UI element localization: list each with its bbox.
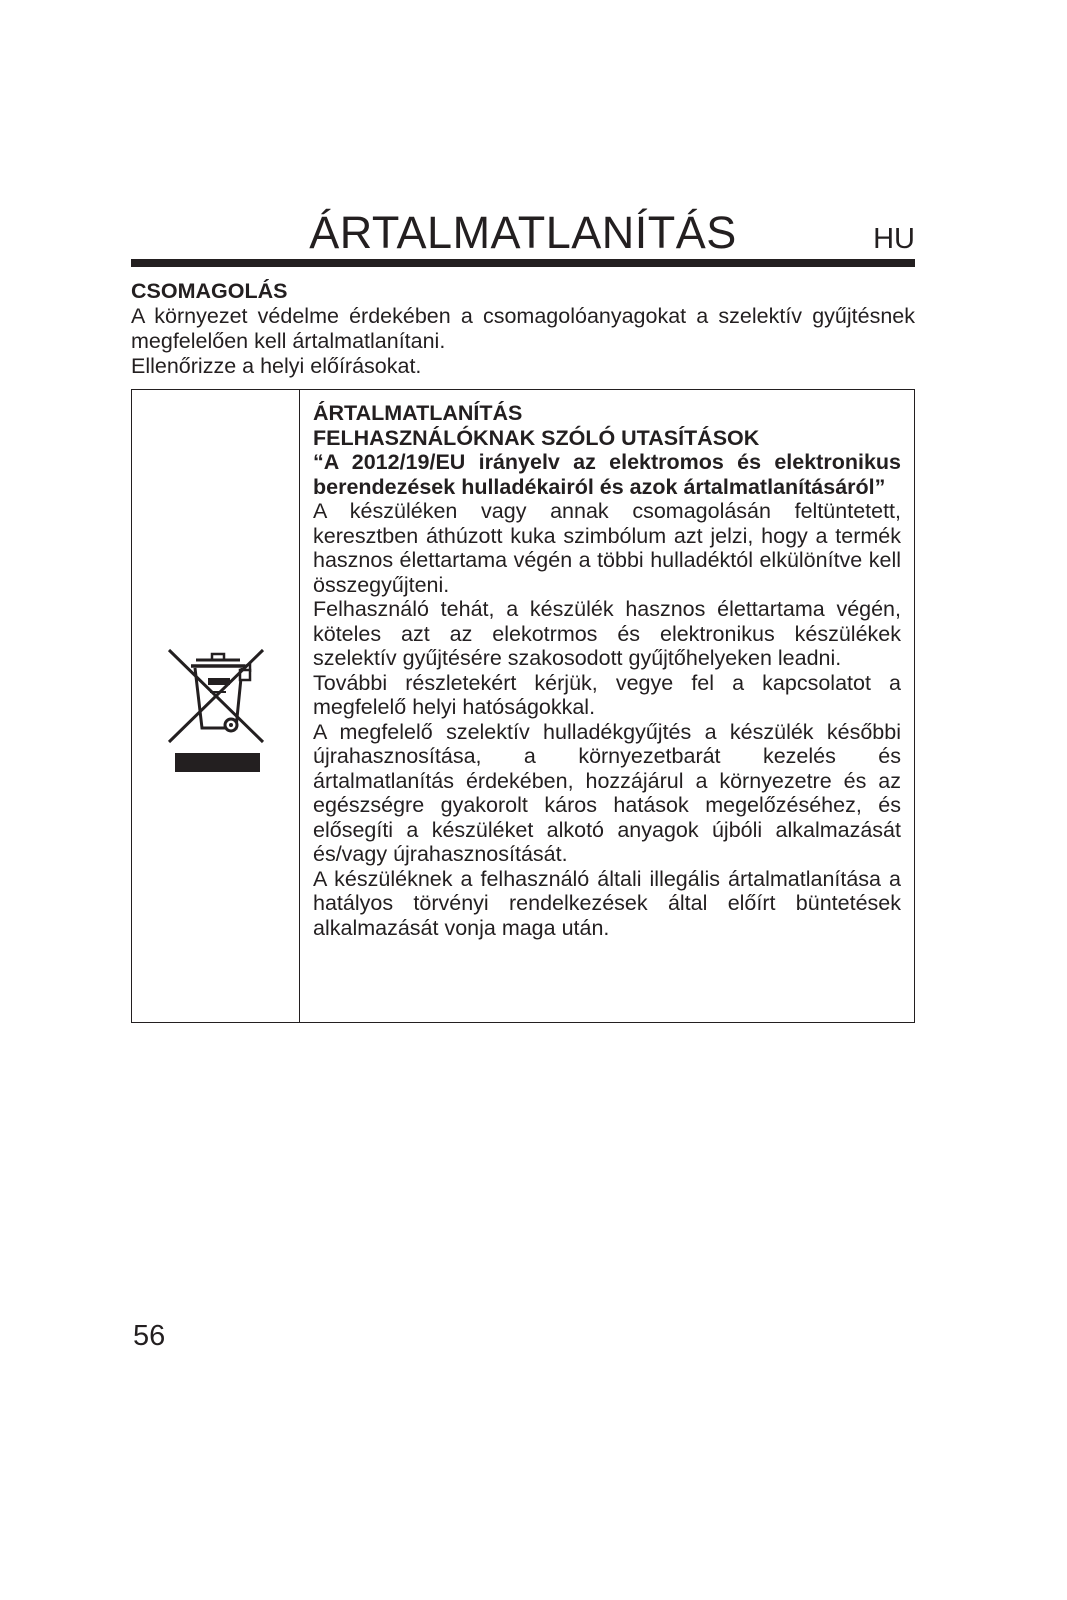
page-title: ÁRTALMATLANÍTÁS xyxy=(309,207,737,258)
page-number: 56 xyxy=(133,1320,166,1352)
disposal-paragraph: A készüléken vagy annak csomagolásán feltüntetett, keresztben áthúzott kuka szimbólum azt jelzi, hogy a termék hasznos élettartama végén a többi hulladéktól elkülönítve kell összegyűjteni. xyxy=(313,499,901,597)
disposal-paragraph: A megfelelő szelektív hulladékgyűjtés a készülék későbbi újrahasznosítása, a környezetbarát kezelés és ártalmatlanítás érdekében, hozzájárul a környezetre és az egészségre gyakorolt káros hatások megelőzéséhez, és elősegíti a készüléket alkotó anyagok újbóli alkalmazását és/vagy újrahasznosítását. xyxy=(313,719,901,866)
disposal-paragraph: További részletekért kérjük, vegye fel a kapcsolatot a megfelelő helyi hatóságokkal. xyxy=(313,670,901,719)
packaging-heading: CSOMAGOLÁS xyxy=(131,279,288,303)
packaging-section xyxy=(131,279,915,379)
disposal-text xyxy=(313,401,901,940)
symbol-cell xyxy=(132,390,300,1022)
packaging-paragraph: A környezet védelme érdekében a csomagolóanyagokat a szelektív gyűjtésnek megfelelően kell ártalmatlanítani. xyxy=(131,304,915,353)
disposal-paragraph: Felhasználó tehát, a készülék hasznos élettartama végén, köteles azt az elekotrmos és elektronikus készülékek szelektív gyűjtésére szakosodott gyűjtőhelyeken leadni. xyxy=(313,597,901,670)
disposal-paragraph: A készüléknek a felhasználó általi illegális ártalmatlanítása a hatályos törvényi rendelkezések által előírt büntetések alkalmazását vonja maga után. xyxy=(313,866,901,940)
directive-title: “A 2012/19/EU irányelv az elektromos és elektronikus berendezések hulladékairól és azok ártalmatlanításáról” xyxy=(313,450,901,499)
disposal-heading: ÁRTALMATLANÍTÁS xyxy=(313,401,523,425)
disposal-instructions-box xyxy=(131,389,915,1023)
header-divider xyxy=(131,259,915,267)
language-code: HU xyxy=(873,223,915,255)
page-header xyxy=(131,205,915,265)
disposal-subheading: FELHASZNÁLÓKNAK SZÓLÓ UTASÍTÁSOK xyxy=(313,425,760,450)
packaging-paragraph: Ellenőrizze a helyi előírásokat. xyxy=(131,354,422,378)
crossed-out-wheelie-bin-icon xyxy=(166,642,266,772)
